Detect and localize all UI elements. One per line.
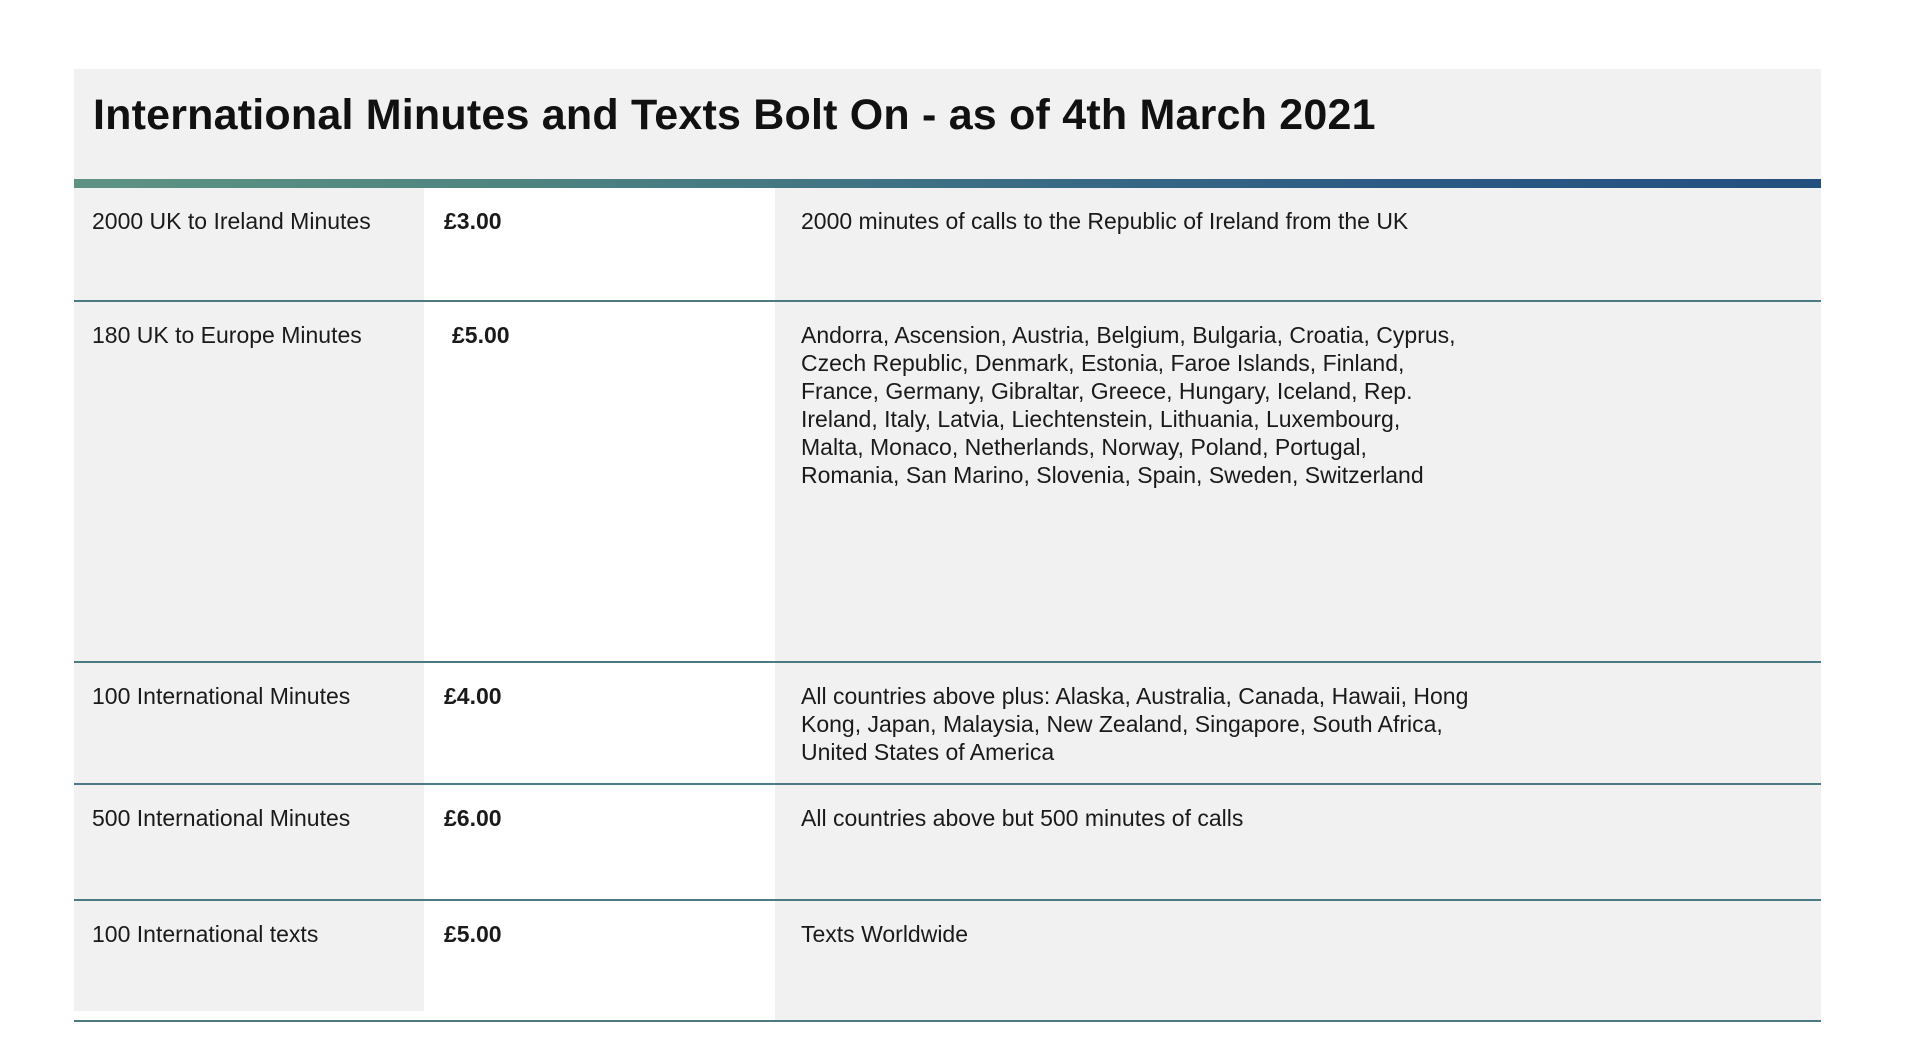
table-row [74,663,1821,785]
page-title: International Minutes and Texts Bolt On - as of 4th March 2021 [93,91,1376,139]
bolt-on-description-cell [775,302,1821,661]
table-row [74,901,1821,1022]
table-row [74,302,1821,663]
bolt-on-price: £6.00 [424,785,775,899]
bolt-on-price: £5.00 [424,302,775,661]
bolt-on-description-cell [775,188,1821,300]
bolt-on-name: 2000 UK to Ireland Minutes [74,188,424,300]
bolt-on-description: All countries above but 500 minutes of calls [801,805,1244,831]
bolt-on-description-cell [775,663,1821,783]
bolt-on-price: £5.00 [424,901,775,1020]
accent-divider [74,179,1821,188]
table-row [74,785,1821,901]
bolt-on-description: All countries above plus: Alaska, Australia, Canada, Hawaii, Hong Kong, Japan, Malaysia, New Zealand, Singapore, South Africa, United States of America [801,683,1469,765]
bolt-on-description: Texts Worldwide [801,921,969,947]
bolt-on-name: 100 International texts [74,901,424,1020]
title-bar [74,69,1821,179]
bolt-on-description-cell [775,901,1821,1020]
bolt-on-name: 180 UK to Europe Minutes [74,302,424,661]
bolt-on-name: 100 International Minutes [74,663,424,783]
bolt-on-name: 500 International Minutes [74,785,424,899]
bolt-on-description-cell [775,785,1821,899]
rates-table [74,188,1821,1022]
bolt-on-rates-sheet [74,69,1821,1022]
table-row [74,188,1821,302]
bolt-on-description: 2000 minutes of calls to the Republic of Ireland from the UK [801,208,1409,234]
bolt-on-price: £3.00 [424,188,775,300]
bolt-on-description: Andorra, Ascension, Austria, Belgium, Bulgaria, Croatia, Cyprus, Czech Republic, Denmark, Estonia, Faroe Islands, Finland, France, Germany, Gibraltar, Greece, Hungary, Iceland, Rep. Ireland, Italy, Latvia, Liechtenstein, Lithuania, Luxembourg, Malta, Monaco, Netherlands, Norway, Poland, Portugal, Romania, San Marino, Slovenia, Spain, Sweden, Switzerland [801,322,1456,488]
bolt-on-price: £4.00 [424,663,775,783]
